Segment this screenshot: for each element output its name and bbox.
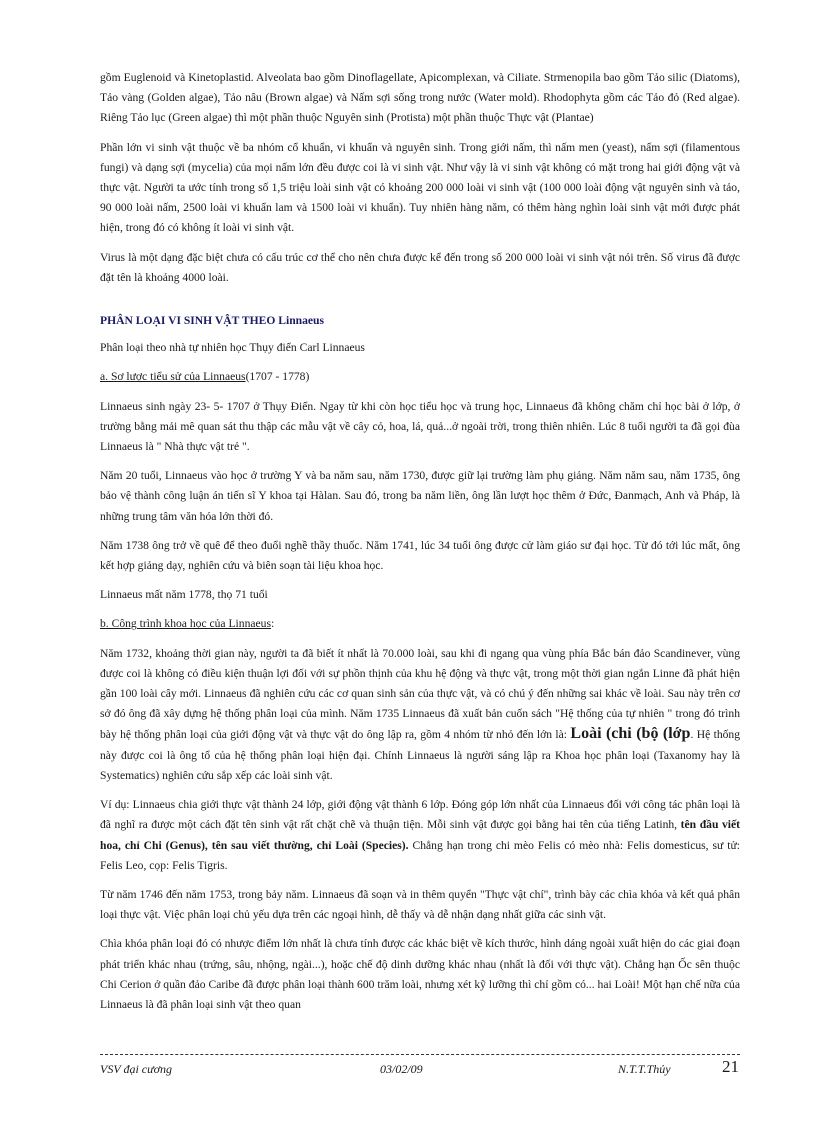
page-footer [100, 1057, 740, 1084]
paragraph: Chìa khóa phân loại đó có nhược điểm lớn nhất là chưa tính được các khác biệt về kích thước, hình dáng ngoài xuất hiện do các giai đoạn phát triển khác nhau (trứng, sâu, nhộng, ngài...), hoặc chế độ dinh dưỡng khác nhau (nhất là đối với thực vật). Chẳng hạn Ốc sên thuộc Chi Cerion ở quần đảo Caribe đã được phân loại thành 600 trăm loài, nhưng xét kỹ lưỡng thì chỉ gồm có... hai Loài! Một hạn chế nữa của Linnaeus là đã phân loại sinh vật theo quan [100, 937, 740, 1011]
paragraph: Virus là một dạng đặc biệt chưa có cấu trúc cơ thể cho nên chưa được kể đến trong số 200 000 loài vi sinh vật nói trên. Số virus đã được đặt tên là khoảng 4000 loài. [100, 250, 740, 284]
subsection-b-title: b. Công trình khoa học của Linnaeus [100, 617, 271, 631]
page-number: 21 [722, 1057, 739, 1076]
subsection-b-colon: : [270, 617, 275, 631]
paragraph: Năm 1738 ông trở về quê để theo đuổi nghề thầy thuốc. Năm 1741, lúc 34 tuổi ông được cử làm giáo sư đại học. Từ đó tới lúc mất, ông kết hợp giảng dạy, nghiên cứu và biên soạn tài liệu khoa học. [100, 538, 740, 573]
paragraph-text: Ví dụ: Linnaeus chia giới thực vật thành 24 lớp, giới động vật thành 6 lớp. Đóng góp lớn nhất của Linnaeus đối với công tác phân loại là đã nghĩ ra được một cách đặt tên sinh vật rất chặt chẽ và thuận tiện. Mỗi sinh vật được gọi bằng hai tên của tiếng Latinh, [100, 798, 740, 832]
paragraph: Từ năm 1746 đến năm 1753, trong bảy năm. Linnaeus đã soạn và in thêm quyển "Thực vật chí", trình bày các chìa khóa và kết quả phân loại thực vật. Việc phân loại chủ yếu dựa trên các ngoại hình, dễ thấy và dễ nhận dạng nhất giữa các sinh vật. [100, 887, 740, 922]
paragraph: Phần lớn vi sinh vật thuộc về ba nhóm cổ khuẩn, vi khuẩn và nguyên sinh. Trong giới nấm, thì nấm men (yeast), nấm sợi (filamentous fungi) và dạng sợi (mycelia) của mọi nấm lớn đều được coi là vi sinh vật. Như vậy là vi sinh vật không có mặt trong hai giới động vật và thực vật. Người ta ước tính trong số 1,5 triệu loài sinh vật có khoảng 200 000 loài vi sinh vật (100 000 loài động vật nguyên sinh và tảo, 90 000 loài nấm, 2500 loài vi khuẩn lam và 1500 loài vi khuẩn). Tuy nhiên hàng năm, có thêm hàng nghìn loài sinh vật mới được phát hiện, trong đó có không ít loài vi sinh vật. [100, 140, 740, 235]
subsection-a-years: (1707 - 1778) [245, 370, 310, 384]
subsection-a [100, 367, 740, 387]
paragraph [100, 644, 740, 786]
footer-date: 03/02/09 [380, 1062, 423, 1076]
paragraph: Năm 20 tuổi, Linnaeus vào học ở trường Y và ba năm sau, năm 1730, được giữ lại trường làm phụ giảng. Năm năm sau, năm 1735, ông bảo vệ thành công luận án tiến sĩ Y khoa tại Hàlan. Sau đó, trong ba năm liền, ông lần lượt học thêm ở Đức, Đanmạch, Anh và Pháp, là những trung tâm văn hóa lớn thời đó. [100, 469, 740, 523]
footer-divider [100, 1054, 740, 1055]
footer-course: VSV đại cương [100, 1062, 173, 1076]
subsection-a-title: a. Sơ lược tiểu sử của Linnaeus [100, 370, 246, 384]
taxonomy-ranks: Loài (chi (bộ (lớp [570, 725, 691, 743]
paragraph: Linnaeus sinh ngày 23- 5- 1707 ở Thụy Điển. Ngay từ khi còn học tiểu học và trung học, Linnaeus đã không chăm chỉ học bài ở lớp, ở trường bằng mải mê quan sát thu thập các mẫu vật về cây cỏ, hoa, lá, quả...ở ngoài trời, trong thiên nhiên. Lúc 8 tuổi người ta đã gọi đùa Linnaeus là " Nhà thực vật trẻ ". [100, 399, 740, 454]
paragraph-text: . Hệ thống này được coi là ông tổ của hệ thống phân loại hiện đại. Chính Linnaeus là người sáng lập ra Khoa học phân loại (Taxanomy hay là Systematics) nghiên cứu sắp xếp các loài sinh vật. [100, 728, 741, 782]
paragraph-text: Chẳng hạn trong chi mèo Felis có mèo nhà: Felis domesticus, sư tử: Felis Leo, cọp: Felis Tigris. [100, 838, 740, 872]
section-heading: PHÂN LOẠI VI SINH VẬT THEO Linnaeus [100, 314, 325, 328]
naming-rule: tên đầu viết hoa, chỉ Chi (Genus), tên sau viết thường, chỉ Loài (Species). [100, 818, 740, 852]
footer-author: N.T.T.Thủy [618, 1062, 671, 1076]
page-body [100, 68, 740, 1024]
paragraph-text: Năm 1732, khoảng thời gian này, người ta đã biết ít nhất là 70.000 loài, sau khi đi ngang qua vùng phía Bắc bán đảo Scandinever, vùng được coi là không có điều kiện thuận lợi đối với sự phồn thịnh của khu hệ động và thực vật, trong một thời gian ngắn Linne đã phát hiện gần 100 loài cây mới. Linnaeus đã nghiên cứu các cơ quan sinh sản của thực vật, và có chú ý đến những sai khác về loài. Sau này trên cơ sở đó ông đã xây dựng hệ thống phân loại của mình. Năm 1735 Linnaeus đã xuất bản cuốn sách "Hệ thống của tự nhiên " trong đó trình bày hệ thống phân loại của giới động vật và thực vật do ông lập ra, gồm 4 nhóm từ nhỏ đến lớn là: [100, 646, 740, 742]
subsection-b [100, 614, 740, 634]
intro-line: Phân loại theo nhà tự nhiên học Thụy điển Carl Linnaeus [100, 341, 365, 355]
paragraph: gồm Euglenoid và Kinetoplastid. Alveolata bao gồm Dinoflagellate, Apicomplexan, và Ciliate. Strmenopila bao gồm Tảo silic (Diatoms), Tảo vàng (Golden algae), Tảo nâu (Brown algae) và Nấm sợi sống trong nước (Water mold). Rhodophyta gồm các Tảo đỏ (Red algae). Riêng Tảo lục (Green algae) thì một phần thuộc Nguyên sinh (Protista) một phần thuộc Thực vật (Plantae) [100, 71, 740, 125]
paragraph: Linnaeus mất năm 1778, thọ 71 tuổi [100, 588, 268, 602]
paragraph [100, 795, 740, 876]
